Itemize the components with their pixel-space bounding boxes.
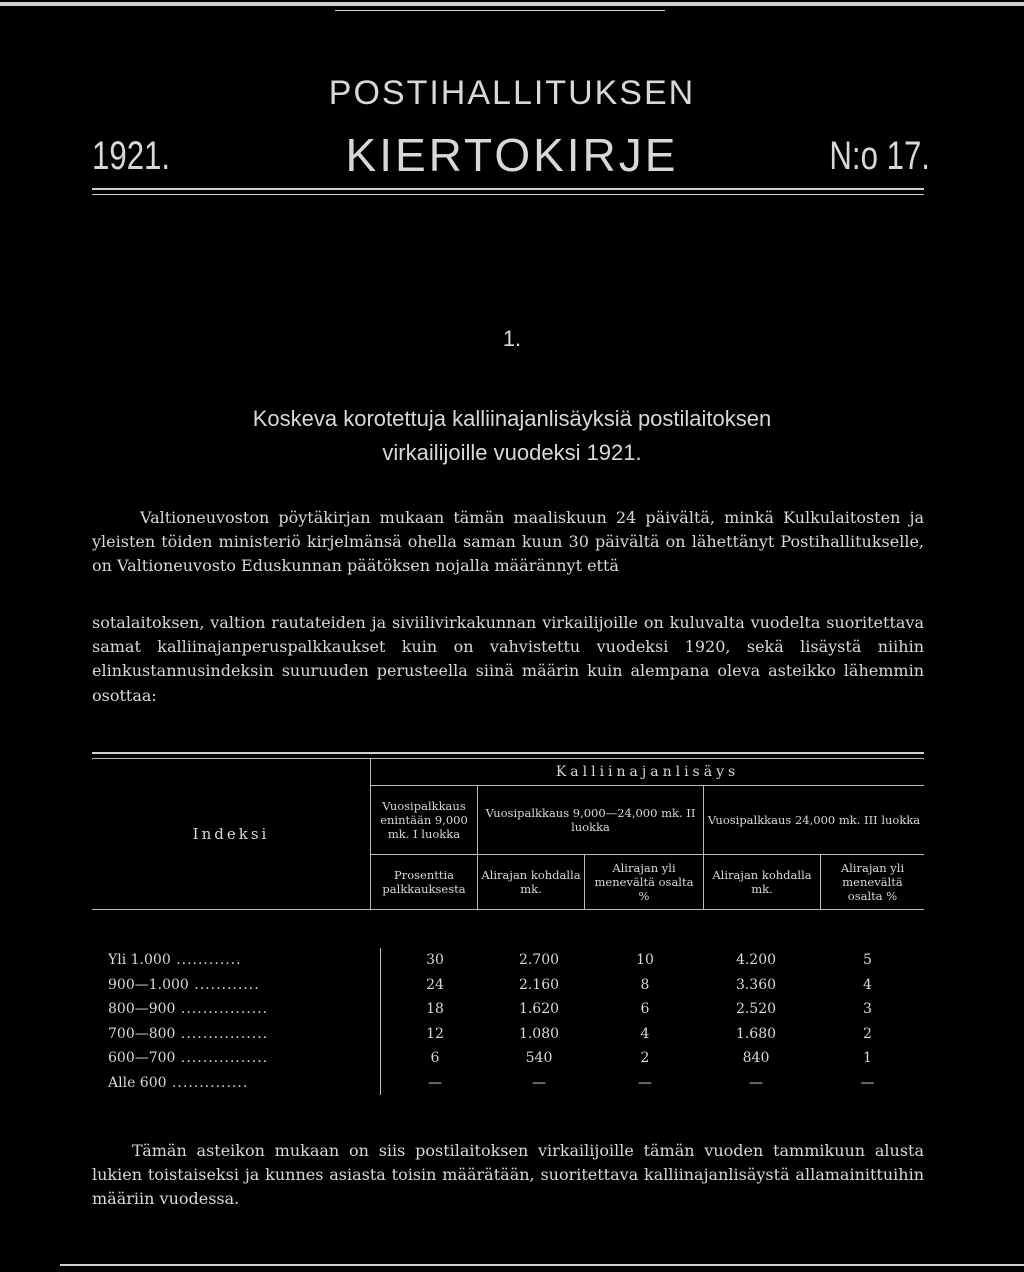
over-3-cell: 5 — [863, 952, 872, 969]
col-pct-above-2: Alirajan yli menevältä osalta % — [585, 855, 704, 910]
leader-dots: ................ — [175, 1025, 269, 1042]
amount-2-cell: — — [532, 1074, 546, 1091]
over-3-cell: 3 — [863, 1001, 872, 1018]
amount-3-cell: 4.200 — [735, 952, 777, 969]
index-cell: 800—900 ................ — [92, 997, 381, 1022]
table-top-rule — [92, 752, 924, 754]
amount-2-cell: 1.620 — [518, 1001, 560, 1018]
paragraph-3: Tämän asteikon mukaan on siis postilaitoksen virkailijoille tämän vuoden tammikuun alusta lukien toistaiseksi ja kunnes asiasta toisin määrätään, suoritettava kalliinajanlisäystä allamainittuihin määriin vuodessa. — [92, 1141, 924, 1209]
index-cell: 900—1.000 ............ — [92, 973, 381, 998]
col-percent-salary: Prosenttia palkkauksesta — [371, 855, 478, 910]
group-3-header: Vuosipalkkaus 24,000 mk. III luokka — [704, 786, 925, 855]
index-header: Indeksi — [92, 759, 371, 910]
subject-line-1: Koskeva korotettuja kalliinajanlisäyksiä postilaitoksen — [252, 406, 772, 431]
index-cell: Yli 1.000 ............ — [92, 948, 381, 973]
over-2-cell: 6 — [640, 1001, 650, 1018]
amount-3-cell: — — [749, 1074, 763, 1091]
header-rule-2 — [92, 194, 924, 195]
table-row — [92, 997, 924, 1022]
top-rule-thin — [335, 10, 665, 11]
table-row — [92, 948, 924, 973]
percent-cell: 12 — [426, 1025, 444, 1042]
top-rule — [0, 2, 1024, 6]
bottom-rule — [60, 1264, 1024, 1266]
header-rule — [92, 188, 924, 190]
leader-dots: ................ — [175, 1050, 269, 1067]
col-pct-above-3: Alirajan yli menevältä osalta % — [821, 855, 925, 910]
over-2-cell: 8 — [640, 976, 650, 993]
amount-3-cell: 840 — [742, 1050, 770, 1067]
year-label: 1921. — [92, 134, 171, 178]
table-title: Kalliinajanlisäys — [371, 759, 925, 786]
index-cell: Alle 600 .............. — [92, 1071, 381, 1096]
allowance-table-body — [92, 948, 924, 1095]
leader-dots: .............. — [166, 1074, 249, 1091]
percent-cell: 24 — [426, 976, 444, 993]
percent-cell: 30 — [426, 952, 444, 969]
amount-2-cell: 540 — [525, 1050, 553, 1067]
table-row — [92, 1022, 924, 1047]
over-2-cell: 2 — [640, 1050, 650, 1067]
subject-line-2: virkailijoille vuodeksi 1921. — [382, 440, 642, 465]
over-3-cell: 1 — [863, 1050, 872, 1067]
amount-3-cell: 3.360 — [735, 976, 777, 993]
over-3-cell: — — [860, 1074, 875, 1091]
office-heading: POSTIHALLITUKSEN — [328, 74, 696, 112]
over-2-cell: — — [638, 1074, 652, 1091]
over-2-cell: 10 — [636, 952, 654, 969]
document-title: KIERTOKIRJE — [345, 129, 679, 181]
paragraph-1: Valtioneuvoston pöytäkirjan mukaan tämän maaliskuun 24 päivältä, minkä Kulkulaitosten ja yleisten töiden ministeriö kirjelmänsä ohella saman kuun 30 päivältä on lähettänyt Postihallitukselle, on Valtioneuvosto Eduskunnan päätöksen nojalla määrännyt että — [92, 508, 924, 576]
section-number: 1. — [502, 326, 522, 351]
percent-cell: 18 — [426, 1001, 444, 1018]
table-row — [92, 1071, 924, 1096]
index-cell: 600—700 ................ — [92, 1046, 381, 1071]
amount-2-cell: 2.160 — [518, 976, 560, 993]
over-3-cell: 4 — [863, 976, 872, 993]
col-amount-3: Alirajan kohdalla mk. — [704, 855, 821, 910]
subject-heading — [0, 402, 1024, 470]
allowance-table-header — [92, 758, 924, 910]
amount-2-cell: 1.080 — [518, 1025, 560, 1042]
over-3-cell: 2 — [863, 1025, 872, 1042]
leader-dots: ............ — [170, 952, 242, 969]
table-row — [92, 973, 924, 998]
leader-dots: ................ — [175, 1001, 269, 1018]
amount-3-cell: 2.520 — [735, 1001, 777, 1018]
amount-3-cell: 1.680 — [735, 1025, 777, 1042]
group-1-header: Vuosipalkkaus enintään 9,000 mk. I luokka — [371, 786, 478, 855]
percent-cell: — — [428, 1074, 442, 1091]
group-2-header: Vuosipalkkaus 9,000—24,000 mk. II luokka — [478, 786, 704, 855]
percent-cell: 6 — [430, 1050, 440, 1067]
table-row — [92, 1046, 924, 1071]
leader-dots: ............ — [188, 976, 260, 993]
over-2-cell: 4 — [640, 1025, 650, 1042]
index-cell: 700—800 ................ — [92, 1022, 381, 1047]
amount-2-cell: 2.700 — [518, 952, 560, 969]
col-amount-2: Alirajan kohdalla mk. — [478, 855, 585, 910]
issue-number: N:o 17. — [829, 134, 930, 178]
paragraph-2: sotalaitoksen, valtion rautateiden ja siviilivirkakunnan virkailijoille on kuluvalta vuodelta suoritettava samat kalliinajanperuspalkkaukset kuin on vahvistettu vuodeksi 1920, sekä lisäystä niihin elinkustannusindeksin suuruuden perusteella siinä määrin kuin alempana oleva asteikko lähemmin osottaa: — [92, 613, 924, 705]
